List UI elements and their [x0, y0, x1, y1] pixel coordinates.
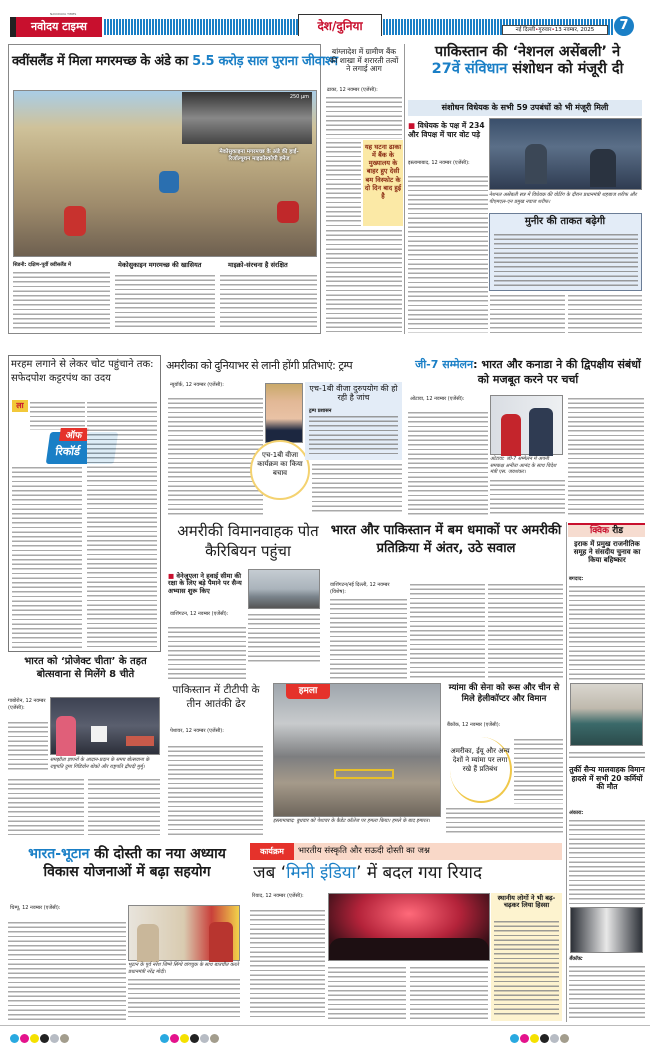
iraq-dateline: बगदाद:	[569, 576, 584, 582]
offrecord-body-2	[12, 465, 82, 649]
dateline-box: नई दिल्ली•गुरुवार•13 नवम्बर, 2025	[502, 25, 608, 35]
indopak-body-3	[488, 582, 563, 680]
bhutan-dateline: थिम्पू, 12 नवम्बर (एजेंसी):	[10, 905, 125, 912]
pakistan-body-2	[490, 293, 565, 333]
person-red	[64, 206, 86, 236]
person-blue	[159, 171, 179, 193]
trump-dateline: न्यूयॉर्क, 12 नवम्बर (एजेंसी):	[170, 382, 263, 389]
pakistan-strap: संशोधन विधेयक के सभी 59 उपबंधों को भी मंजूरी मिली	[408, 100, 642, 116]
turkey-headline: तुर्की सैन्य मालवाहक विमान हादसे में सभी 20 कर्मियों की मौत	[569, 765, 645, 792]
myanmar-headline: म्यांमा की सेना को रूस और चीन से मिले हेलीकॉप्टर और विमान	[448, 683, 560, 705]
offrecord-body-1	[30, 400, 85, 430]
column-divider	[404, 44, 405, 334]
offrecord-headline: मरहम लगाने से लेकर चोट पहुंचाने तक: सफेदपोश कट्टरपंथ का उदय	[11, 359, 154, 384]
cheetah-body-3	[88, 777, 160, 835]
cheetah-body-2	[8, 777, 84, 835]
cheetah-body-1	[8, 720, 48, 772]
section-tab: देश/दुनिया	[298, 14, 382, 36]
indopak-body-2	[410, 582, 485, 680]
scale-bar-label: 250 µm	[289, 94, 309, 100]
riyadh-label: कार्यक्रम	[250, 843, 294, 860]
assembly-caption: नेशनल असेंबली सत्र में विधेयक की वोटिंग के दौरान प्रधानमंत्री शहबाज शरीफ और पीएमएल-एन प्रमुख नवाज शरीफ।	[489, 192, 637, 205]
cheetah-headline: भारत को ‘प्रोजेक्ट चीता’ के तहत बोत्सवाना से मिलेंगे 8 चीते	[24, 656, 147, 680]
g7-caption: ओटावा: जी-7 सम्मेलन में अपनी समकक्ष अनीता आनंद के साथ विदेश मंत्री एस. जयशंकर।	[490, 456, 557, 475]
day: गुरुवार	[538, 27, 552, 33]
person	[590, 149, 616, 187]
logo: नवोदय टाइम्स	[10, 17, 102, 37]
h1b-box-body	[309, 414, 398, 456]
pakistan-dateline: इस्लामाबाद, 12 नवम्बर (एजेंसी):	[408, 160, 488, 167]
munir-body	[494, 232, 638, 288]
pakistan-side-headline: ■ विधेयक के पक्ष में 234 और विपक्ष में चार वोट पड़े	[408, 121, 485, 139]
myanmar-pull-quote: अमरीका, ईयू और अन्य देशों ने म्यांमा पर लगा रखे हैं प्रतिबंध	[450, 737, 512, 803]
myanmar-body-1	[514, 737, 563, 804]
riyadh-headline: जब ‘मिनी इंडिया’ में बदल गया रियाद	[253, 863, 482, 883]
badge-bottom: रिकॉर्ड	[54, 445, 81, 458]
arrest-caption-lead: बैंकॉक:	[569, 956, 583, 962]
page-number: 7	[614, 16, 634, 36]
trump-body-1	[168, 396, 263, 515]
bangladesh-quote: यह घटना ढाका में बैंक के मुख्यालय के बाहर हुए देसी बम विस्फोट के दो दिन बाद हुई है	[363, 140, 403, 226]
excavation-photo	[13, 90, 317, 257]
indopak-body-1	[330, 597, 407, 680]
bangladesh-body-bottom	[326, 228, 402, 332]
turkey-photo-caption	[569, 750, 645, 760]
national-assembly-photo	[489, 118, 642, 190]
trump-body-2	[312, 462, 402, 514]
carrier-dateline: वाशिंगटन, 12 नवम्बर (एजेंसी):	[170, 611, 246, 618]
munir-title: मुनीर की ताकत बढ़ेगी	[524, 216, 606, 227]
attack-caption: इस्लामाबाद: बुधवार को पेशावर के कैडेट कॉलेज पर हमला किया। हमले के बाद इमारत।	[273, 818, 430, 824]
fossil-body-1	[13, 270, 110, 330]
person	[525, 144, 547, 184]
riyadh-body-2	[328, 965, 406, 1020]
city: नई दिल्ली	[515, 27, 536, 33]
cheetah-caption: समझौता ज्ञापनों के आदान-प्रदान के समय बोत्सवाना के राष्ट्रपति दुमा गिडियोन बोको और राष्ट्रपति द्रौपदी मुर्मू।	[50, 757, 150, 770]
quickread-label: क्विक रीड	[568, 523, 645, 537]
riyadh-sidebar-title: स्थानीय लोगों ने भी बढ़-चढ़कर लिया हिस्सा	[497, 894, 556, 910]
person-red	[501, 414, 521, 456]
offrecord-body-3	[87, 400, 157, 649]
bhutan-body-1	[8, 920, 126, 1020]
bhutan-caption: भूटान के पूर्व नरेश जिग्मे सिंग्ये वांगचुक के साथ बातचीत करते प्रधानमंत्री नरेंद्र मोदी।	[128, 962, 239, 975]
quickread-divider	[566, 522, 567, 1022]
riyadh-body-1	[250, 908, 325, 1020]
color-registration-marks	[10, 1028, 650, 1040]
g7-dateline: ओटावा, 12 नवम्बर (एजेंसी):	[410, 396, 487, 403]
ttp-dateline: पेशावर, 12 नवम्बर (एजेंसी):	[170, 728, 262, 735]
badge-top: ऑफ	[59, 428, 89, 441]
botswana-mou-photo	[50, 697, 160, 755]
masthead	[0, 0, 650, 38]
person-saree	[56, 716, 76, 756]
trump-headline: अमरीका को दुनियाभर से लानी होंगी प्रतिभाएं: ट्रम्प	[166, 359, 353, 372]
h1b-box-title: एच-1बी वीजा दुरुपयोग की हो रही है जांच	[309, 384, 398, 403]
aircraft-carrier-photo	[248, 569, 320, 609]
iraq-body	[569, 584, 645, 680]
fossil-headline: क्वींसलैंड में मिला मगरमच्छ के अंडे का 5.5 करोड़ साल पुराना जीवाश्म	[12, 54, 338, 69]
g7-headline: जी-7 सम्मेलन: भारत और कनाडा ने की द्विपक्षीय संबंधों को मजबूत करने पर चर्चा	[415, 358, 641, 386]
person-suit	[529, 408, 553, 456]
fossil-body-2	[115, 273, 215, 330]
carrier-body-1	[168, 625, 246, 681]
g7-body-3	[568, 396, 644, 516]
attack-tag: हमला	[286, 684, 330, 699]
carrier-headline: अमरीकी विमानवाहक पोत कैरिबियन पहुंचा	[177, 522, 319, 560]
modi-bhutan-photo	[128, 905, 240, 961]
riyadh-strap: भारतीय संस्कृति और सऊदी दोस्ती का जश्न	[294, 843, 562, 860]
carrier-body-2	[248, 612, 320, 662]
turkey-dateline: अंकारा:	[569, 810, 584, 816]
riyadh-body-3	[410, 965, 488, 1020]
inset-caption: मेकोसुकाइना मगरमच्छ के अंडे की हाई-रिजॉल्यूशन माइक्रोस्कोपी इमेज	[219, 149, 299, 163]
g7-body-1	[408, 410, 488, 516]
person	[137, 924, 159, 962]
footer-rule	[0, 1025, 650, 1026]
fossil-dateline: सिडनी: दक्षिण-पूर्वी क्वींसलैंड में	[13, 262, 110, 269]
bhutan-headline: भारत-भूटान की दोस्ती का नया अध्याय विकास योजनाओं में बढ़ा सहयोग	[28, 846, 226, 881]
ttp-headline: पाकिस्तान में टीटीपी के तीन आतंकी ढेर	[172, 684, 260, 710]
trump-photo	[265, 383, 303, 443]
document	[91, 726, 107, 742]
person-red-2	[277, 201, 299, 223]
brand-tag: NAVODAYA TIMES	[50, 12, 77, 16]
h1b-pull-quote: एच-1बी वीजा कार्यक्रम का किया बचाव	[250, 440, 310, 500]
pakistan-body-3	[568, 293, 642, 333]
barrier	[334, 769, 394, 779]
indopak-headline: भारत और पाकिस्तान में बम धमाकों पर अमरीकी प्रतिक्रिया में अंतर, उठे सवाल	[330, 523, 562, 556]
iraq-headline: इराक में प्रमुख राजनीतिक समूह ने संसदीय चुनाव का किया बहिष्कार	[573, 540, 641, 565]
jaishankar-anand-photo	[490, 395, 563, 455]
bangladesh-headline: बांग्लादेश में ग्रामीण बैंक की शाखा में शरारती तत्वों ने लगाई आग	[329, 47, 399, 74]
fossil-body-3	[220, 273, 317, 330]
bangladesh-body-top	[326, 95, 402, 139]
riyadh-sidebar-body	[494, 919, 559, 1017]
myanmar-dateline: बैंकॉक, 12 नवम्बर (एजेंसी):	[447, 722, 562, 729]
riyadh-sidebar	[491, 893, 562, 1021]
myanmar-body-2	[446, 806, 563, 835]
arrest-caption	[569, 964, 645, 1018]
fossil-subhead-2: माइक्रो-संरचना है संरक्षित	[228, 261, 288, 269]
document	[126, 736, 154, 746]
riyadh-event-photo	[328, 893, 490, 961]
h1b-box-lead: ट्रम्प प्रशासन	[309, 408, 332, 414]
pakistan-body-1	[408, 174, 488, 333]
turkey-crash-photo	[570, 683, 643, 746]
fossil-subhead-1: मेकोसुकाइन मगरमच्छ की खासियत	[118, 261, 202, 269]
h1b-box	[305, 382, 402, 460]
indopak-dateline: वाशिंगटन/नई दिल्ली, 12 नवम्बर (विशेष):	[330, 582, 407, 595]
cheetah-dateline: गाबोरोन, 12 नवम्बर (एजेंसी):	[8, 698, 48, 711]
audience	[329, 938, 489, 960]
arrest-photo	[570, 907, 643, 953]
pakistan-headline: पाकिस्तान की ‘नेशनल असेंबली’ ने 27वें संविधान संशोधन को मंजूरी दी	[431, 44, 624, 78]
munir-box	[489, 213, 642, 291]
bangladesh-body-left	[326, 140, 361, 226]
microscopy-inset	[182, 92, 312, 144]
carrier-side-headline: ■ वेनेजुएला ने हवाई सीमा की रक्षा के लिए बड़े पैमाने पर सैन्य अभ्यास शुरू किए	[168, 572, 242, 595]
g7-body-2	[490, 478, 565, 516]
riyadh-dateline: रियाद, 12 नवम्बर (एजेंसी):	[252, 893, 324, 900]
bangladesh-dateline: ढाका, 12 नवम्बर (एजेंसी):	[327, 87, 401, 94]
ttp-body	[168, 744, 263, 836]
bhutan-body-2	[128, 977, 240, 1020]
dropcap: ला	[12, 400, 28, 412]
date: 13 नवम्बर, 2025	[554, 27, 595, 33]
turkey-body	[569, 818, 645, 904]
person	[209, 922, 233, 962]
attack-photo	[273, 683, 441, 817]
